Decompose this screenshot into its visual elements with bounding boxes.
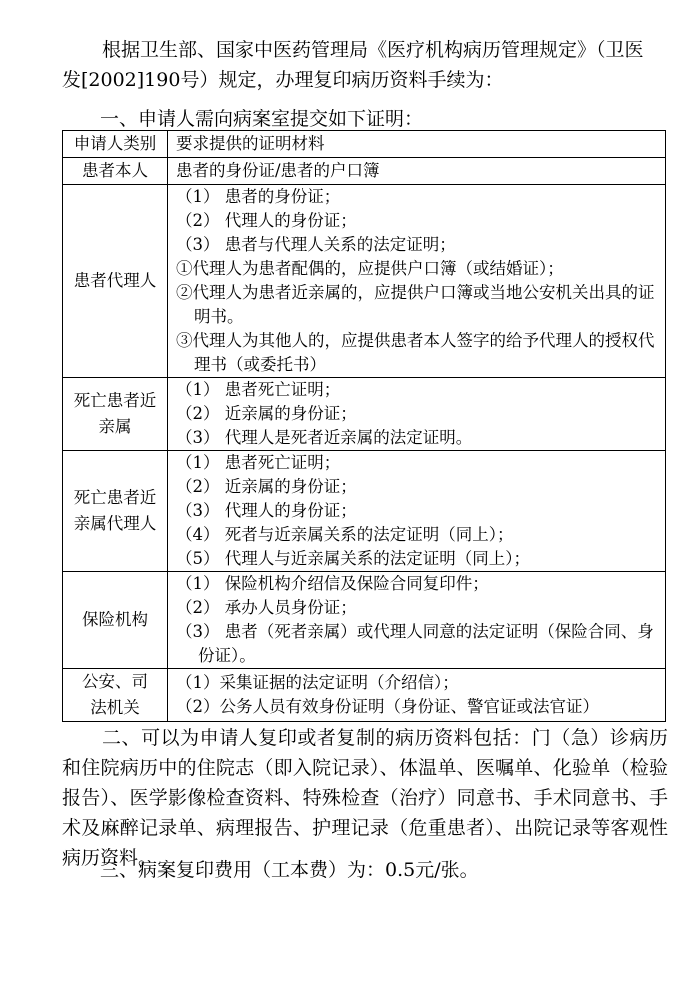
material-item: ②代理人为患者近亲属的，应提供户口簿或当地公安机关出具的证明书。: [176, 283, 655, 326]
section3-text: 三、病案复印费用（工本费）为：0.5元/张。: [100, 859, 479, 881]
row-category: 患者代理人: [63, 185, 168, 378]
row-category: [63, 378, 168, 451]
material-item: （2） 代理人的身份证；: [176, 211, 357, 230]
header-category: 申请人类别: [63, 131, 168, 158]
material-item: （3） 代理人的身份证；: [176, 501, 357, 520]
material-item: （1） 患者的身份证；: [176, 187, 341, 206]
row-materials: [168, 185, 666, 378]
row-materials: [168, 572, 666, 669]
material-item: （2）公务人员有效身份证明（身份证、警官证或法官证）: [176, 697, 599, 716]
requirements-table: [62, 130, 666, 722]
table-row: [63, 158, 666, 185]
material-item: （3） 患者（死者亲属）或代理人同意的法定证明（保险合同、身份证）。: [176, 622, 654, 665]
table-header-row: [63, 131, 666, 158]
table-row: [63, 185, 666, 378]
material-item: （1） 患者死亡证明；: [176, 380, 341, 399]
row-category: [63, 669, 168, 722]
row-materials: [168, 669, 666, 722]
row-category: 保险机构: [63, 572, 168, 669]
section2-text: 二、可以为申请人复印或者复制的病历资料包括：门（急）诊病历和住院病历中的住院志（即入院记录）、体温单、医嘱单、化验单（检验报告）、医学影像检查资料、特殊检查（治疗）同意书、手术同意书、手术及麻醉记录单、病理报告、护理记录（危重患者）、出院记录等客观性病历资料。: [62, 727, 668, 869]
material-item: （1） 患者死亡证明；: [176, 453, 341, 472]
material-item: ①代理人为患者配偶的，应提供户口簿（或结婚证）；: [176, 259, 564, 278]
material-item: （2） 承办人员身份证；: [176, 598, 357, 617]
table-row: [63, 572, 666, 669]
row-category: [63, 451, 168, 572]
row-materials: [168, 451, 666, 572]
material-item: （3） 患者与代理人关系的法定证明；: [176, 235, 456, 254]
material-item: 患者的身份证/患者的户口簿: [176, 161, 380, 180]
table-row: [63, 451, 666, 572]
material-item: （2） 近亲属的身份证；: [176, 404, 357, 423]
section2-paragraph: [62, 723, 668, 873]
category-label: 死亡患者近亲属代理人: [73, 488, 157, 533]
section1-heading: 一、申请人需向病案室提交如下证明：: [100, 108, 424, 130]
intro-text: 根据卫生部、国家中医药管理局《医疗机构病历管理规定》（卫医发[2002]190号）规定，办理复印病历资料手续为：: [62, 39, 644, 91]
material-item: （2） 近亲属的身份证；: [176, 477, 357, 496]
material-item: （4） 死者与近亲属关系的法定证明（同上）；: [176, 525, 514, 544]
table-row: [63, 669, 666, 722]
material-item: （1）采集证据的法定证明（介绍信）；: [176, 673, 459, 692]
table-row: [63, 378, 666, 451]
header-materials: 要求提供的证明材料: [168, 131, 666, 158]
category-label: 死亡患者近亲属: [73, 391, 157, 436]
row-materials: [168, 158, 666, 185]
row-category: 患者本人: [63, 158, 168, 185]
row-materials: [168, 378, 666, 451]
material-item: （5） 代理人与近亲属关系的法定证明（同上）；: [176, 549, 530, 568]
material-item: ③代理人为其他人的，应提供患者本人签字的给予代理人的授权代理书（或委托书）: [176, 331, 655, 374]
category-label: 公安、司法机关: [82, 672, 148, 717]
intro-paragraph: [62, 35, 662, 95]
material-item: （1） 保险机构介绍信及保险合同复印件；: [176, 574, 489, 593]
material-item: （3） 代理人是死者近亲属的法定证明。: [176, 428, 473, 447]
